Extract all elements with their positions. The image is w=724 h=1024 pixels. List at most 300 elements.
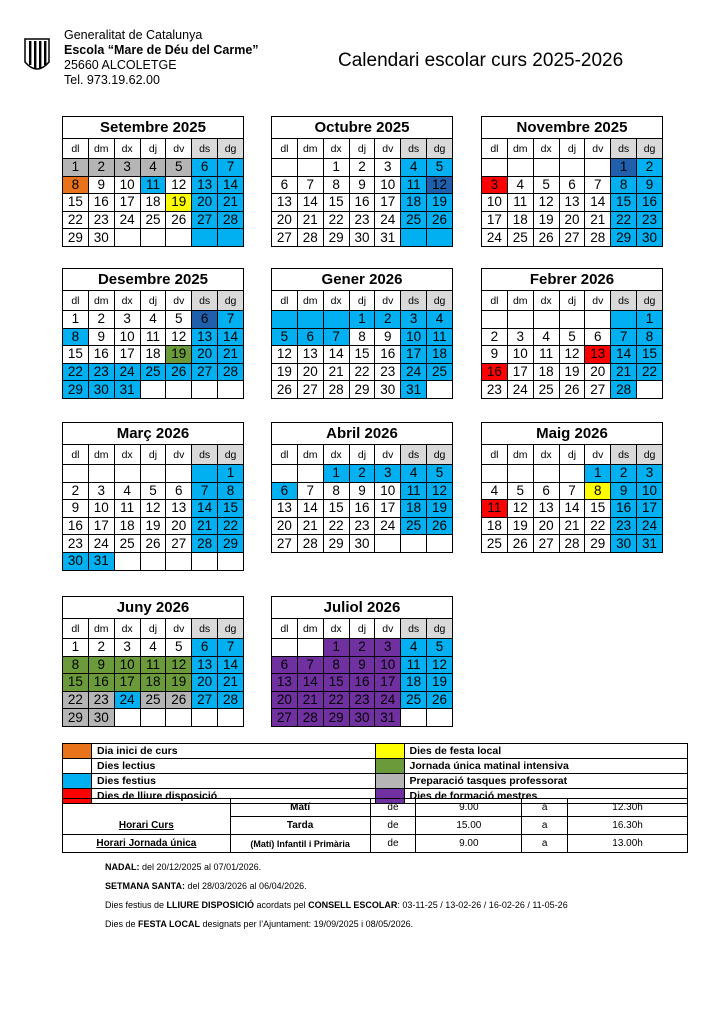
day-cell: 23 [611,517,637,535]
day-cell [401,709,427,727]
day-cell: 28 [559,535,585,553]
day-cell: 19 [427,500,453,518]
day-cell [585,159,611,177]
schedule-row [63,835,688,853]
day-cell: 9 [637,176,663,194]
day-cell: 15 [637,346,663,364]
day-cell: 7 [297,482,323,500]
week-row [482,211,663,229]
day-cell: 28 [218,363,244,381]
day-cell: 4 [140,639,166,657]
day-cell [533,311,559,329]
day-cell: 16 [482,363,508,381]
legend-label: Preparació tasques professorat [409,775,568,787]
day-cell: 19 [559,363,585,381]
day-cell: 22 [349,363,375,381]
day-cell [140,381,166,399]
day-cell: 18 [401,194,427,212]
day-cell: 16 [63,517,89,535]
day-cell: 21 [218,194,244,212]
weekday-header: dg [637,445,663,465]
day-cell: 12 [140,500,166,518]
day-cell: 30 [88,229,114,247]
weekday-header: dg [218,445,244,465]
day-cell: 14 [323,346,349,364]
day-cell: 7 [585,176,611,194]
day-cell: 25 [114,535,140,553]
schedule-start: 9.00 [416,835,522,853]
day-cell: 13 [533,500,559,518]
day-cell: 27 [272,709,298,727]
notes [105,858,568,934]
day-cell: 10 [375,482,401,500]
day-cell: 22 [611,211,637,229]
weekday-header: dx [114,619,140,639]
legend-item [63,774,375,788]
week-row [272,194,453,212]
day-cell [427,229,453,247]
day-cell: 2 [482,328,508,346]
weekday-header: dj [140,139,166,159]
week-row [482,465,663,483]
day-cell: 27 [297,381,323,399]
week-row [482,535,663,553]
day-cell: 7 [323,328,349,346]
month-table [481,290,663,399]
day-cell: 29 [323,535,349,553]
day-cell [140,709,166,727]
day-cell [166,552,192,570]
day-cell: 16 [349,194,375,212]
weekday-header: dx [114,291,140,311]
weekday-header: dg [427,291,453,311]
legend-swatch [376,759,405,773]
day-cell: 8 [218,482,244,500]
day-cell: 20 [297,363,323,381]
day-cell: 4 [114,482,140,500]
weekday-header: dl [482,291,508,311]
day-cell: 19 [533,211,559,229]
day-cell: 12 [166,656,192,674]
day-cell: 10 [375,656,401,674]
day-cell: 29 [63,709,89,727]
day-cell: 25 [401,517,427,535]
day-cell: 6 [192,311,218,329]
note-label: CONSELL ESCOLAR [308,900,398,910]
day-cell: 8 [349,328,375,346]
day-cell: 8 [323,482,349,500]
day-cell [192,381,218,399]
weekday-header-row [272,619,453,639]
day-cell: 21 [323,363,349,381]
day-cell: 25 [140,211,166,229]
month-table [271,290,453,399]
day-cell: 30 [349,229,375,247]
day-cell [166,709,192,727]
schedule-from-label: de [370,835,416,853]
month-table [271,618,453,727]
day-cell: 7 [297,176,323,194]
weekday-header: dg [218,139,244,159]
day-cell [611,311,637,329]
day-cell: 22 [637,363,663,381]
schedule-end: 13.00h [568,835,688,853]
week-row [272,691,453,709]
weekday-header: dv [375,291,401,311]
week-row [272,229,453,247]
day-cell: 21 [297,691,323,709]
day-cell: 26 [507,535,533,553]
week-row [272,363,453,381]
schedule-to-label: a [522,835,568,853]
day-cell: 24 [375,691,401,709]
day-cell: 25 [140,691,166,709]
day-cell: 21 [585,211,611,229]
note-text: del 28/03/2026 al 06/04/2026. [185,881,307,891]
day-cell [559,465,585,483]
day-cell: 18 [114,517,140,535]
note-label: NADAL: [105,862,140,872]
day-cell: 19 [166,194,192,212]
day-cell: 20 [166,517,192,535]
month-title: Març 2026 [62,422,244,444]
day-cell: 23 [349,211,375,229]
weekday-header: dj [559,291,585,311]
week-row [272,709,453,727]
day-cell: 16 [88,346,114,364]
day-cell: 14 [585,194,611,212]
day-cell: 2 [88,639,114,657]
day-cell: 12 [533,194,559,212]
day-cell: 21 [192,517,218,535]
schedule-start: 15.00 [416,817,522,835]
week-row [63,482,244,500]
day-cell [192,552,218,570]
day-cell: 31 [114,381,140,399]
week-row [272,535,453,553]
header-line-2: Escola “Mare de Déu del Carme” [64,43,259,57]
weekday-header: dj [140,619,166,639]
month-table [62,290,244,399]
day-cell: 15 [323,194,349,212]
month-title: Octubre 2025 [271,116,453,138]
month-table [62,138,244,247]
weekday-header-row [272,291,453,311]
weekday-header: dx [114,139,140,159]
weekday-header: ds [401,139,427,159]
day-cell [507,465,533,483]
day-cell: 29 [611,229,637,247]
day-cell: 4 [482,482,508,500]
day-cell [192,709,218,727]
day-cell: 6 [559,176,585,194]
weekday-header: dx [323,139,349,159]
day-cell: 9 [349,176,375,194]
day-cell: 23 [88,691,114,709]
day-cell: 7 [559,482,585,500]
day-cell: 28 [218,691,244,709]
weekday-header: dv [166,619,192,639]
day-cell: 14 [192,500,218,518]
day-cell: 18 [401,674,427,692]
day-cell: 30 [88,709,114,727]
day-cell: 11 [114,500,140,518]
week-row [63,535,244,553]
day-cell: 2 [611,465,637,483]
weekday-header: dg [427,619,453,639]
day-cell: 22 [63,211,89,229]
day-cell: 9 [349,656,375,674]
day-cell: 25 [533,381,559,399]
day-cell: 2 [637,159,663,177]
legend-label: Dies festius [97,775,156,787]
day-cell: 14 [218,176,244,194]
day-cell: 30 [375,381,401,399]
week-row [63,500,244,518]
day-cell [114,229,140,247]
day-cell: 11 [482,500,508,518]
day-cell: 13 [192,328,218,346]
day-cell: 20 [192,674,218,692]
week-row [63,176,244,194]
day-cell: 3 [114,311,140,329]
day-cell: 12 [166,176,192,194]
day-cell: 13 [272,674,298,692]
day-cell: 29 [218,535,244,553]
weekday-header: dv [166,445,192,465]
legend [62,743,688,804]
day-cell: 24 [114,211,140,229]
week-row [272,159,453,177]
day-cell [375,535,401,553]
weekday-header: ds [401,619,427,639]
day-cell: 14 [611,346,637,364]
day-cell: 4 [140,311,166,329]
day-cell [323,311,349,329]
day-cell: 25 [401,691,427,709]
day-cell: 8 [63,328,89,346]
day-cell: 17 [375,194,401,212]
week-row [272,500,453,518]
week-row [482,363,663,381]
note-text: : 03-11-25 / 13-02-26 / 16-02-26 / 11-05-26 [397,900,568,910]
day-cell: 1 [218,465,244,483]
day-cell: 12 [559,346,585,364]
day-cell: 2 [375,311,401,329]
day-cell: 6 [272,656,298,674]
weekday-header: dx [533,445,559,465]
weekday-header: ds [192,619,218,639]
weekday-header: dv [166,291,192,311]
day-cell: 10 [114,328,140,346]
day-cell: 4 [427,311,453,329]
day-cell [114,465,140,483]
weekday-header: dx [323,619,349,639]
week-row [63,194,244,212]
legend-swatch [63,759,92,773]
legend-item [375,774,688,788]
generalitat-logo-icon [24,38,50,76]
day-cell: 30 [63,552,89,570]
day-cell: 1 [349,311,375,329]
schedule-from-label: de [370,817,416,835]
day-cell: 17 [375,674,401,692]
schedule-start: 9.00 [416,799,522,817]
day-cell [218,229,244,247]
header-line-4: Tel. 973.19.62.00 [64,73,160,87]
day-cell: 17 [88,517,114,535]
week-row [63,552,244,570]
weekday-header: dm [507,139,533,159]
day-cell: 5 [507,482,533,500]
day-cell: 20 [272,691,298,709]
weekday-header: dg [427,445,453,465]
day-cell: 3 [375,465,401,483]
day-cell: 20 [192,194,218,212]
day-cell: 4 [507,176,533,194]
schedule-to-label: a [522,817,568,835]
day-cell: 24 [88,535,114,553]
day-cell: 22 [323,211,349,229]
weekday-header: ds [192,291,218,311]
month-table [271,138,453,247]
week-row [63,211,244,229]
day-cell [218,552,244,570]
day-cell: 14 [297,194,323,212]
weekday-header: dv [166,139,192,159]
day-cell [272,465,298,483]
week-row [63,363,244,381]
day-cell [272,639,298,657]
day-cell: 6 [585,328,611,346]
day-cell: 7 [611,328,637,346]
day-cell: 29 [349,381,375,399]
month-calendar [271,116,453,247]
day-cell: 14 [218,656,244,674]
day-cell: 23 [88,211,114,229]
note-text: Dies festius de [105,900,167,910]
day-cell: 27 [166,535,192,553]
day-cell: 26 [166,211,192,229]
day-cell: 1 [63,639,89,657]
weekday-header: ds [192,445,218,465]
month-calendar [271,268,453,399]
day-cell: 15 [63,674,89,692]
day-cell: 28 [297,229,323,247]
day-cell: 19 [507,517,533,535]
day-cell: 3 [482,176,508,194]
day-cell [401,535,427,553]
day-cell: 30 [349,709,375,727]
week-row [272,381,453,399]
weekday-header: dj [140,291,166,311]
day-cell: 1 [63,311,89,329]
day-cell: 28 [218,211,244,229]
day-cell: 5 [166,311,192,329]
note-text: Dies de [105,919,139,929]
day-cell: 28 [323,381,349,399]
day-cell: 16 [349,500,375,518]
day-cell: 7 [218,311,244,329]
day-cell: 4 [140,159,166,177]
day-cell: 21 [559,517,585,535]
day-cell: 6 [192,159,218,177]
weekday-header: dx [323,445,349,465]
week-row [63,311,244,329]
day-cell: 28 [192,535,218,553]
day-cell: 5 [166,159,192,177]
day-cell: 27 [559,229,585,247]
weekday-header-row [272,139,453,159]
day-cell: 8 [323,656,349,674]
weekday-header: dl [272,139,298,159]
day-cell: 21 [297,211,323,229]
weekday-header: ds [611,445,637,465]
day-cell: 27 [585,381,611,399]
week-row [272,656,453,674]
day-cell: 26 [427,211,453,229]
day-cell: 26 [559,381,585,399]
weekday-header: ds [611,291,637,311]
day-cell: 18 [507,211,533,229]
day-cell [297,639,323,657]
day-cell: 29 [63,229,89,247]
weekday-header: dl [63,619,89,639]
day-cell: 27 [272,229,298,247]
month-title: Febrer 2026 [481,268,663,290]
week-row [63,229,244,247]
day-cell [507,159,533,177]
schedule-end: 16.30h [568,817,688,835]
day-cell [140,552,166,570]
week-row [482,194,663,212]
day-cell [166,381,192,399]
weekday-header: ds [611,139,637,159]
weekday-header: dl [63,445,89,465]
day-cell: 19 [427,194,453,212]
day-cell [297,311,323,329]
weekday-header: dv [375,619,401,639]
day-cell: 11 [507,194,533,212]
weekday-header: dm [88,445,114,465]
day-cell: 2 [63,482,89,500]
month-table [62,618,244,727]
day-cell: 5 [427,465,453,483]
schedule-label [63,799,231,817]
month-title: Maig 2026 [481,422,663,444]
day-cell: 11 [140,176,166,194]
week-row [482,381,663,399]
week-row [482,159,663,177]
weekday-header: dj [349,139,375,159]
day-cell: 11 [140,656,166,674]
day-cell: 7 [218,639,244,657]
day-cell: 22 [63,691,89,709]
day-cell [482,159,508,177]
day-cell: 18 [427,346,453,364]
month-table [481,444,663,553]
day-cell: 25 [140,363,166,381]
weekday-header: dv [585,139,611,159]
day-cell: 19 [166,674,192,692]
week-row [63,346,244,364]
day-cell: 24 [401,363,427,381]
day-cell: 24 [375,517,401,535]
month-calendar [481,422,663,553]
day-cell: 8 [585,482,611,500]
weekday-header: dl [63,291,89,311]
day-cell: 14 [218,328,244,346]
